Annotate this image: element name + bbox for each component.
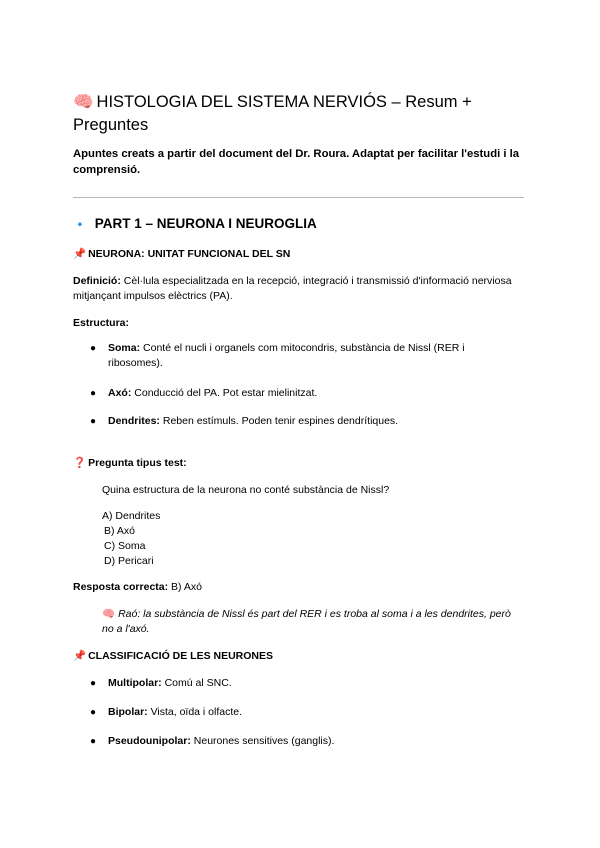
correct-answer — [73, 580, 513, 595]
bullet-label: Multipolar: — [108, 677, 162, 689]
bullet-label: Soma: — [108, 342, 141, 354]
bullet-text: Reben estímuls. Poden tenir espines dendrítiques. — [162, 415, 399, 427]
document-subtitle: Apuntes creats a partir del document del Dr. Roura. Adaptat per facilitar l'estudi i la comprensió. — [73, 148, 520, 176]
reason-text: Raó: la substància de Nissl és part del RER i es troba al soma i a les dendrites, però no a l'axó. — [102, 608, 511, 635]
pushpin-icon: 📌 — [73, 650, 87, 662]
list-item — [90, 705, 510, 720]
definition-label: Definició: — [73, 275, 121, 287]
question-text: Quina estructura de la neurona no conté substància de Nissl? — [102, 484, 390, 496]
list-item — [90, 341, 510, 371]
bullet-text: Neurones sensitives (ganglis). — [193, 735, 335, 747]
structure-label-text: Estructura: — [73, 317, 130, 329]
bullet-text: Conté el nucli i organels com mitocondris, substància de Nissl (RER i ribosomes). — [108, 342, 465, 369]
answer-option: B) Axó — [104, 525, 135, 537]
bullet-text: Comú al SNC. — [164, 677, 232, 689]
question-heading — [73, 456, 513, 471]
answer-option: D) Pericari — [104, 555, 154, 567]
question-mark-icon: ❓ — [73, 457, 87, 469]
brain-icon: 🧠 — [102, 608, 116, 620]
bullet-label: Bipolar: — [108, 706, 148, 718]
answer-value: B) Axó — [171, 581, 202, 593]
divider — [73, 197, 524, 198]
bullet-label: Dendrites: — [108, 415, 160, 427]
bullet-icon: ● — [90, 736, 97, 747]
list-item — [90, 676, 510, 691]
answer-option: A) Dendrites — [102, 510, 161, 522]
blue-diamond-icon: 🔹 — [73, 219, 87, 231]
section-title: CLASSIFICACIÓ DE LES NEURONES — [88, 650, 274, 662]
pushpin-icon: 📌 — [73, 248, 87, 260]
answer-option: C) Soma — [104, 540, 146, 552]
answer-reason — [102, 607, 512, 637]
list-item — [90, 414, 510, 429]
section-heading-classificacio — [73, 649, 273, 662]
section-heading-neurona — [73, 247, 290, 260]
bullet-label: Axó: — [108, 387, 132, 399]
definition-text: Cèl·lula especialitzada en la recepció, integració i transmissió d'informació nerviosa mitjançant impulsos elèctrics (PA). — [73, 275, 512, 302]
structure-label — [73, 316, 513, 331]
answer-label: Resposta correcta: — [73, 581, 169, 593]
bullet-text: Conducció del PA. Pot estar mielinitzat. — [134, 387, 318, 399]
list-item — [90, 386, 510, 401]
section-title: NEURONA: UNITAT FUNCIONAL DEL SN — [88, 248, 291, 260]
bullet-icon: ● — [90, 388, 97, 399]
bullet-text: Vista, oïda i olfacte. — [150, 706, 243, 718]
bullet-icon: ● — [90, 678, 97, 689]
question-heading-text: Pregunta tipus test: — [88, 457, 187, 469]
bullet-icon: ● — [90, 343, 97, 354]
part-heading — [73, 216, 317, 231]
title-text: HISTOLOGIA DEL SISTEMA NERVIÓS – Resum + Preguntes — [73, 93, 472, 134]
bullet-label: Pseudounipolar: — [108, 735, 191, 747]
document-title — [73, 91, 523, 137]
list-item — [90, 734, 510, 749]
brain-icon: 🧠 — [73, 93, 94, 111]
part-title: PART 1 – NEURONA I NEUROGLIA — [94, 216, 317, 231]
definition-paragraph — [73, 274, 513, 304]
bullet-icon: ● — [90, 707, 97, 718]
bullet-icon: ● — [90, 416, 97, 427]
